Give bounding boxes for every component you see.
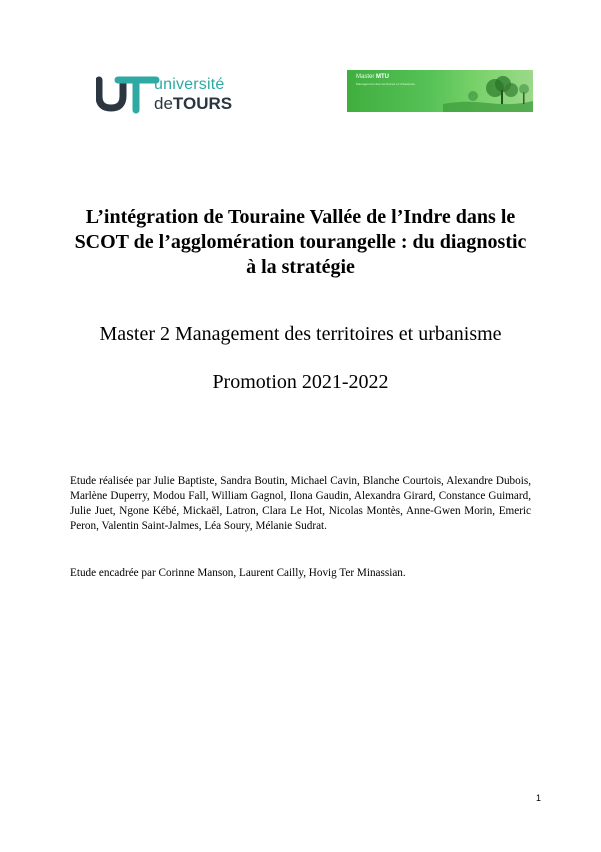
mtu-title-prefix: Master	[356, 74, 375, 80]
mtu-title-name: MTU	[376, 74, 390, 80]
master-mtu-banner	[347, 70, 533, 112]
page-number: 1	[535, 793, 541, 803]
ut-wordmark-universite: université	[154, 76, 225, 93]
universite-de-tours-logo	[96, 72, 246, 114]
ut-wordmark-de-tours	[154, 95, 232, 112]
title-line-3: à la stratégie	[246, 256, 355, 278]
authors-paragraph: Etude réalisée par Julie Baptiste, Sandra Boutin, Michael Cavin, Blanche Courtois, Alexandre Dubois, Marlène Duperry, Modou Fall, William Gagnol, Ilona Gaudin, Alexandra Girard, Constance Guimard, Julie Juet, Ngone Kébé, Mickaël, Latron, Clara Le Hot, Nicolas Montès, Anne-Gwen Morin, Emeric Peron, Valentin Saint-Jalmes, Léa Soury, Mélanie Sudrat.	[70, 475, 531, 532]
title-line-2: SCOT de l’agglomération tourangelle : du diagnostic	[74, 231, 527, 253]
promotion-years: Promotion 2021-2022	[212, 371, 389, 393]
mtu-banner-title	[356, 74, 389, 80]
title-line-1: L’intégration de Touraine Vallée de l’Indre dans le	[85, 206, 516, 228]
trees-landscape-icon	[443, 70, 533, 112]
ut-wordmark	[154, 77, 232, 112]
document-title	[60, 205, 541, 280]
mtu-banner-subtitle: Management des territoires et Urbanisme	[356, 82, 416, 86]
ut-wordmark-tours: TOURS	[172, 94, 233, 113]
ut-wordmark-de: de	[154, 94, 173, 113]
ut-monogram-icon	[96, 72, 160, 114]
supervisors-paragraph: Etude encadrée par Corinne Manson, Laurent Cailly, Hovig Ter Minassian.	[70, 567, 406, 579]
document-subtitle: Master 2 Management des territoires et urbanisme	[99, 323, 502, 345]
